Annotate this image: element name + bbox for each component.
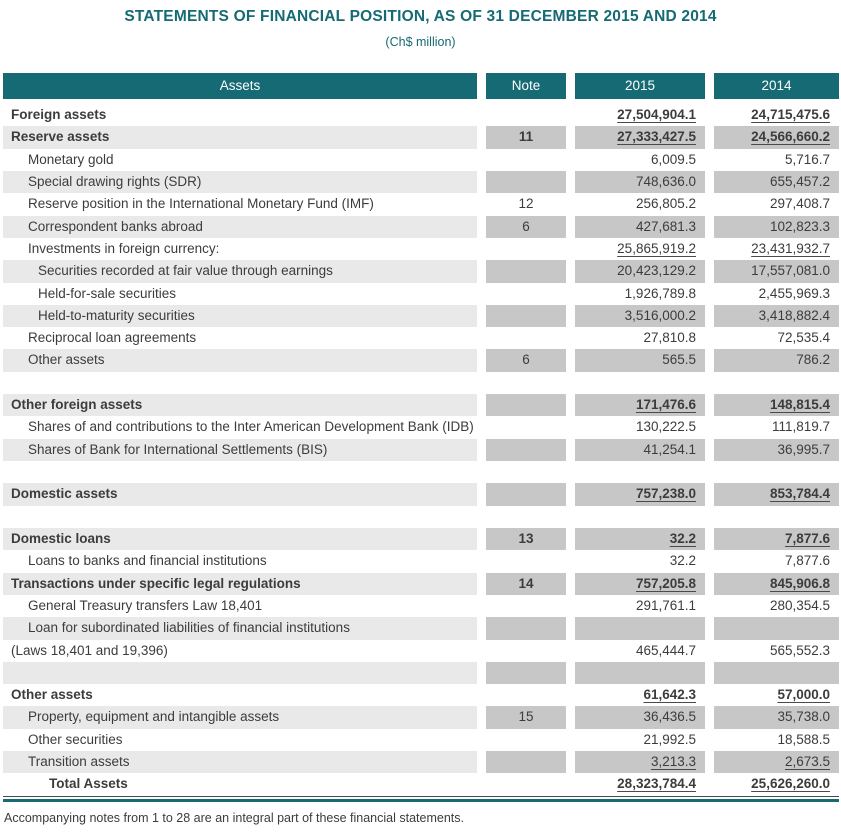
value-2014-cell (714, 684, 839, 706)
footnote: Accompanying notes from 1 to 28 are an integral part of these financial statements. (4, 810, 464, 825)
value-2014-cell: 18,588.5 (777, 731, 830, 747)
value-2015-cell: 465,444.7 (635, 642, 696, 658)
value-2014-cell (714, 662, 839, 684)
table-row (3, 238, 839, 260)
value-2014-cell: 102,823.3 (714, 216, 839, 238)
page-title: STATEMENTS OF FINANCIAL POSITION, AS OF 31 DECEMBER 2015 AND 2014 (124, 8, 717, 25)
asset-label: Other assets (3, 349, 477, 371)
value-2014-cell (714, 483, 839, 505)
value-2014-cell (714, 506, 839, 528)
note-cell (486, 640, 566, 662)
asset-label: Transactions under specific legal regulations (3, 573, 477, 595)
value-2015-cell: 565.5 (575, 349, 705, 371)
table-row (3, 706, 839, 728)
value-2014-cell: 280,354.5 (769, 597, 830, 613)
table-spacer-row (3, 461, 839, 483)
value-2015-cell (575, 573, 705, 595)
value-2014-cell (714, 372, 839, 394)
table-spacer-row (3, 372, 839, 394)
value-2015-cell: 20,423,129.2 (575, 260, 705, 282)
value-2015-cell (575, 773, 705, 795)
value-2015-cell (575, 751, 705, 773)
table-row (3, 394, 839, 416)
note-cell (486, 684, 566, 706)
table-row (3, 216, 839, 238)
note-cell (486, 729, 566, 751)
table-row (3, 126, 839, 148)
value-2015-cell: 27,810.8 (643, 330, 696, 346)
asset-label: Reserve assets (3, 126, 477, 148)
table-spacer-row (3, 506, 839, 528)
table-row (3, 439, 839, 461)
value-2015-cell: 256,805.2 (635, 196, 696, 212)
table-row (3, 193, 839, 215)
asset-label: Reciprocal loan agreements (28, 330, 197, 346)
note-cell (486, 372, 566, 394)
asset-label: Securities recorded at fair value through earnings (3, 260, 477, 282)
asset-label: Loans to banks and financial institutions (28, 553, 267, 569)
note-cell (486, 751, 566, 773)
table-row (3, 729, 839, 751)
note-cell (486, 283, 566, 305)
table-bottom-teal-bar (3, 799, 839, 802)
column-header-2015: 2015 (575, 73, 705, 99)
value-2015-cell (575, 483, 705, 505)
table-header-row (3, 73, 839, 99)
value-2015-cell-value: 25,865,919.2 (617, 240, 696, 256)
note-cell (486, 617, 566, 639)
column-header-note: Note (486, 73, 566, 99)
value-2014-cell-value: 25,626,260.0 (751, 776, 830, 792)
value-2014-cell: 5,716.7 (784, 151, 830, 167)
value-2015-cell (575, 461, 705, 483)
column-header-assets: Assets (3, 73, 477, 99)
value-2014-cell-value: 24,715,475.6 (751, 107, 830, 122)
table-row (3, 305, 839, 327)
asset-label: Investments in foreign currency: (28, 240, 220, 256)
note-cell: 14 (486, 573, 566, 595)
value-2014-cell (714, 617, 839, 639)
value-2015-cell: 427,681.3 (575, 216, 705, 238)
note-cell (486, 171, 566, 193)
asset-label: Domestic assets (3, 483, 477, 505)
table-row (3, 327, 839, 349)
asset-label (3, 506, 477, 528)
table-row (3, 751, 839, 773)
value-2014-cell: 7,877.6 (784, 553, 830, 569)
table-row (3, 573, 839, 595)
value-2015-cell-value: 28,323,784.4 (617, 776, 696, 792)
asset-label: Special drawing rights (SDR) (3, 171, 477, 193)
note-cell (486, 260, 566, 282)
value-2014-cell (714, 528, 839, 550)
value-2014-cell: 36,995.7 (714, 439, 839, 461)
asset-label: Other securities (28, 731, 123, 747)
note-cell: 11 (486, 126, 566, 148)
asset-label (3, 461, 477, 483)
note-cell (486, 439, 566, 461)
table-spacer-row (3, 662, 839, 684)
table-row (3, 550, 839, 572)
table-row (3, 260, 839, 282)
value-2014-cell (714, 126, 839, 148)
value-2015-cell (575, 684, 705, 706)
value-2014-cell: 17,557,081.0 (714, 260, 839, 282)
value-2014-cell (714, 573, 839, 595)
table-row (3, 349, 839, 371)
value-2015-cell: 32.2 (669, 553, 696, 569)
asset-label: Domestic loans (3, 528, 477, 550)
value-2015-cell: 1,926,789.8 (624, 285, 696, 301)
value-2015-cell (575, 506, 705, 528)
note-cell: 6 (486, 216, 566, 238)
value-2014-cell-value: 853,784.4 (769, 486, 830, 502)
asset-label: Monetary gold (28, 151, 114, 167)
value-2014-cell (714, 104, 839, 126)
value-2014-cell-value: 23,431,932.7 (751, 240, 830, 256)
value-2015-cell: 291,761.1 (635, 597, 696, 613)
value-2015-cell: 6,009.5 (650, 151, 696, 167)
table-row (3, 149, 839, 171)
table-row (3, 595, 839, 617)
value-2015-cell (575, 104, 705, 126)
value-2014-cell-value: 57,000.0 (777, 687, 830, 703)
table-row (3, 617, 839, 639)
asset-label: Correspondent banks abroad (3, 216, 477, 238)
value-2015-cell-value: 3,213.3 (650, 754, 696, 770)
value-2014-cell (714, 238, 839, 260)
table-row (3, 283, 839, 305)
note-cell (486, 461, 566, 483)
financial-position-table (3, 73, 839, 796)
value-2015-cell (575, 617, 705, 639)
note-cell (486, 483, 566, 505)
value-2014-cell: 655,457.2 (714, 171, 839, 193)
note-cell (486, 104, 566, 126)
asset-label: Held-for-sale securities (38, 285, 177, 301)
note-cell (486, 305, 566, 327)
value-2014-cell (714, 751, 839, 773)
asset-label: Shares of and contributions to the Inter American Development Bank (IDB) (28, 419, 474, 435)
value-2014-cell-value: 7,877.6 (784, 530, 830, 546)
asset-label: Shares of Bank for International Settlements (BIS) (3, 439, 477, 461)
value-2015-cell-value: 61,642.3 (643, 687, 696, 703)
value-2015-cell-value: 757,205.8 (635, 575, 696, 591)
value-2014-cell: 3,418,882.4 (714, 305, 839, 327)
value-2014-cell (714, 773, 839, 795)
value-2015-cell (575, 528, 705, 550)
note-cell (486, 238, 566, 260)
note-cell (486, 550, 566, 572)
table-row (3, 171, 839, 193)
value-2015-cell-value: 171,476.6 (635, 397, 696, 413)
note-cell (486, 773, 566, 795)
value-2015-cell-value: 27,504,904.1 (617, 107, 696, 122)
column-header-2014: 2014 (714, 73, 839, 99)
value-2014-cell (714, 394, 839, 416)
table-row (3, 684, 839, 706)
note-cell (486, 416, 566, 438)
value-2015-cell (575, 662, 705, 684)
table-row (3, 773, 839, 795)
value-2014-cell: 786.2 (714, 349, 839, 371)
value-2014-cell: 565,552.3 (769, 642, 830, 658)
asset-label (3, 662, 477, 684)
note-cell (486, 149, 566, 171)
asset-label: (Laws 18,401 and 19,396) (11, 642, 168, 658)
asset-label: General Treasury transfers Law 18,401 (28, 597, 263, 613)
value-2015-cell: 130,222.5 (635, 419, 696, 435)
note-cell: 13 (486, 528, 566, 550)
table-body (3, 104, 839, 796)
asset-label: Other foreign assets (3, 394, 477, 416)
value-2014-cell: 297,408.7 (769, 196, 830, 212)
value-2015-cell (575, 126, 705, 148)
note-cell (486, 506, 566, 528)
value-2015-cell: 3,516,000.2 (575, 305, 705, 327)
asset-label: Property, equipment and intangible assets (3, 706, 477, 728)
asset-label: Loan for subordinated liabilities of financial institutions (3, 617, 477, 639)
value-2014-cell-value: 2,673.5 (784, 754, 830, 770)
value-2015-cell (575, 394, 705, 416)
value-2015-cell (575, 238, 705, 260)
table-row (3, 416, 839, 438)
table-row (3, 528, 839, 550)
value-2015-cell-value: 27,333,427.5 (617, 129, 696, 145)
value-2014-cell (714, 461, 839, 483)
note-cell: 12 (518, 196, 534, 212)
table-bottom-rule (3, 796, 839, 802)
value-2015-cell: 36,436.5 (575, 706, 705, 728)
asset-label: Foreign assets (11, 107, 107, 122)
value-2014-cell-value: 845,906.8 (769, 575, 830, 591)
value-2014-cell-value: 148,815.4 (769, 397, 830, 413)
asset-label (3, 372, 477, 394)
note-cell (486, 394, 566, 416)
table-row (3, 640, 839, 662)
value-2015-cell: 748,636.0 (575, 171, 705, 193)
value-2015-cell-value: 32.2 (669, 530, 696, 546)
value-2014-cell: 2,455,969.3 (758, 285, 830, 301)
asset-label: Total Assets (49, 776, 128, 792)
page-subtitle: (Ch$ million) (385, 35, 456, 49)
note-cell (486, 327, 566, 349)
note-cell: 6 (486, 349, 566, 371)
value-2014-cell: 111,819.7 (771, 419, 830, 435)
asset-label: Held-to-maturity securities (3, 305, 477, 327)
asset-label: Other assets (11, 687, 93, 703)
value-2015-cell: 21,992.5 (643, 731, 696, 747)
value-2014-cell-value: 24,566,660.2 (751, 129, 830, 145)
note-cell (486, 662, 566, 684)
table-row (3, 104, 839, 126)
value-2015-cell: 41,254.1 (575, 439, 705, 461)
asset-label: Transition assets (3, 751, 477, 773)
financial-statement-page (0, 8, 841, 836)
value-2014-cell: 72,535.4 (777, 330, 830, 346)
value-2015-cell-value: 757,238.0 (635, 486, 696, 502)
table-row (3, 483, 839, 505)
note-cell: 15 (486, 706, 566, 728)
asset-label: Reserve position in the International Monetary Fund (IMF) (28, 196, 374, 212)
value-2015-cell (575, 372, 705, 394)
value-2014-cell: 35,738.0 (714, 706, 839, 728)
note-cell (486, 595, 566, 617)
